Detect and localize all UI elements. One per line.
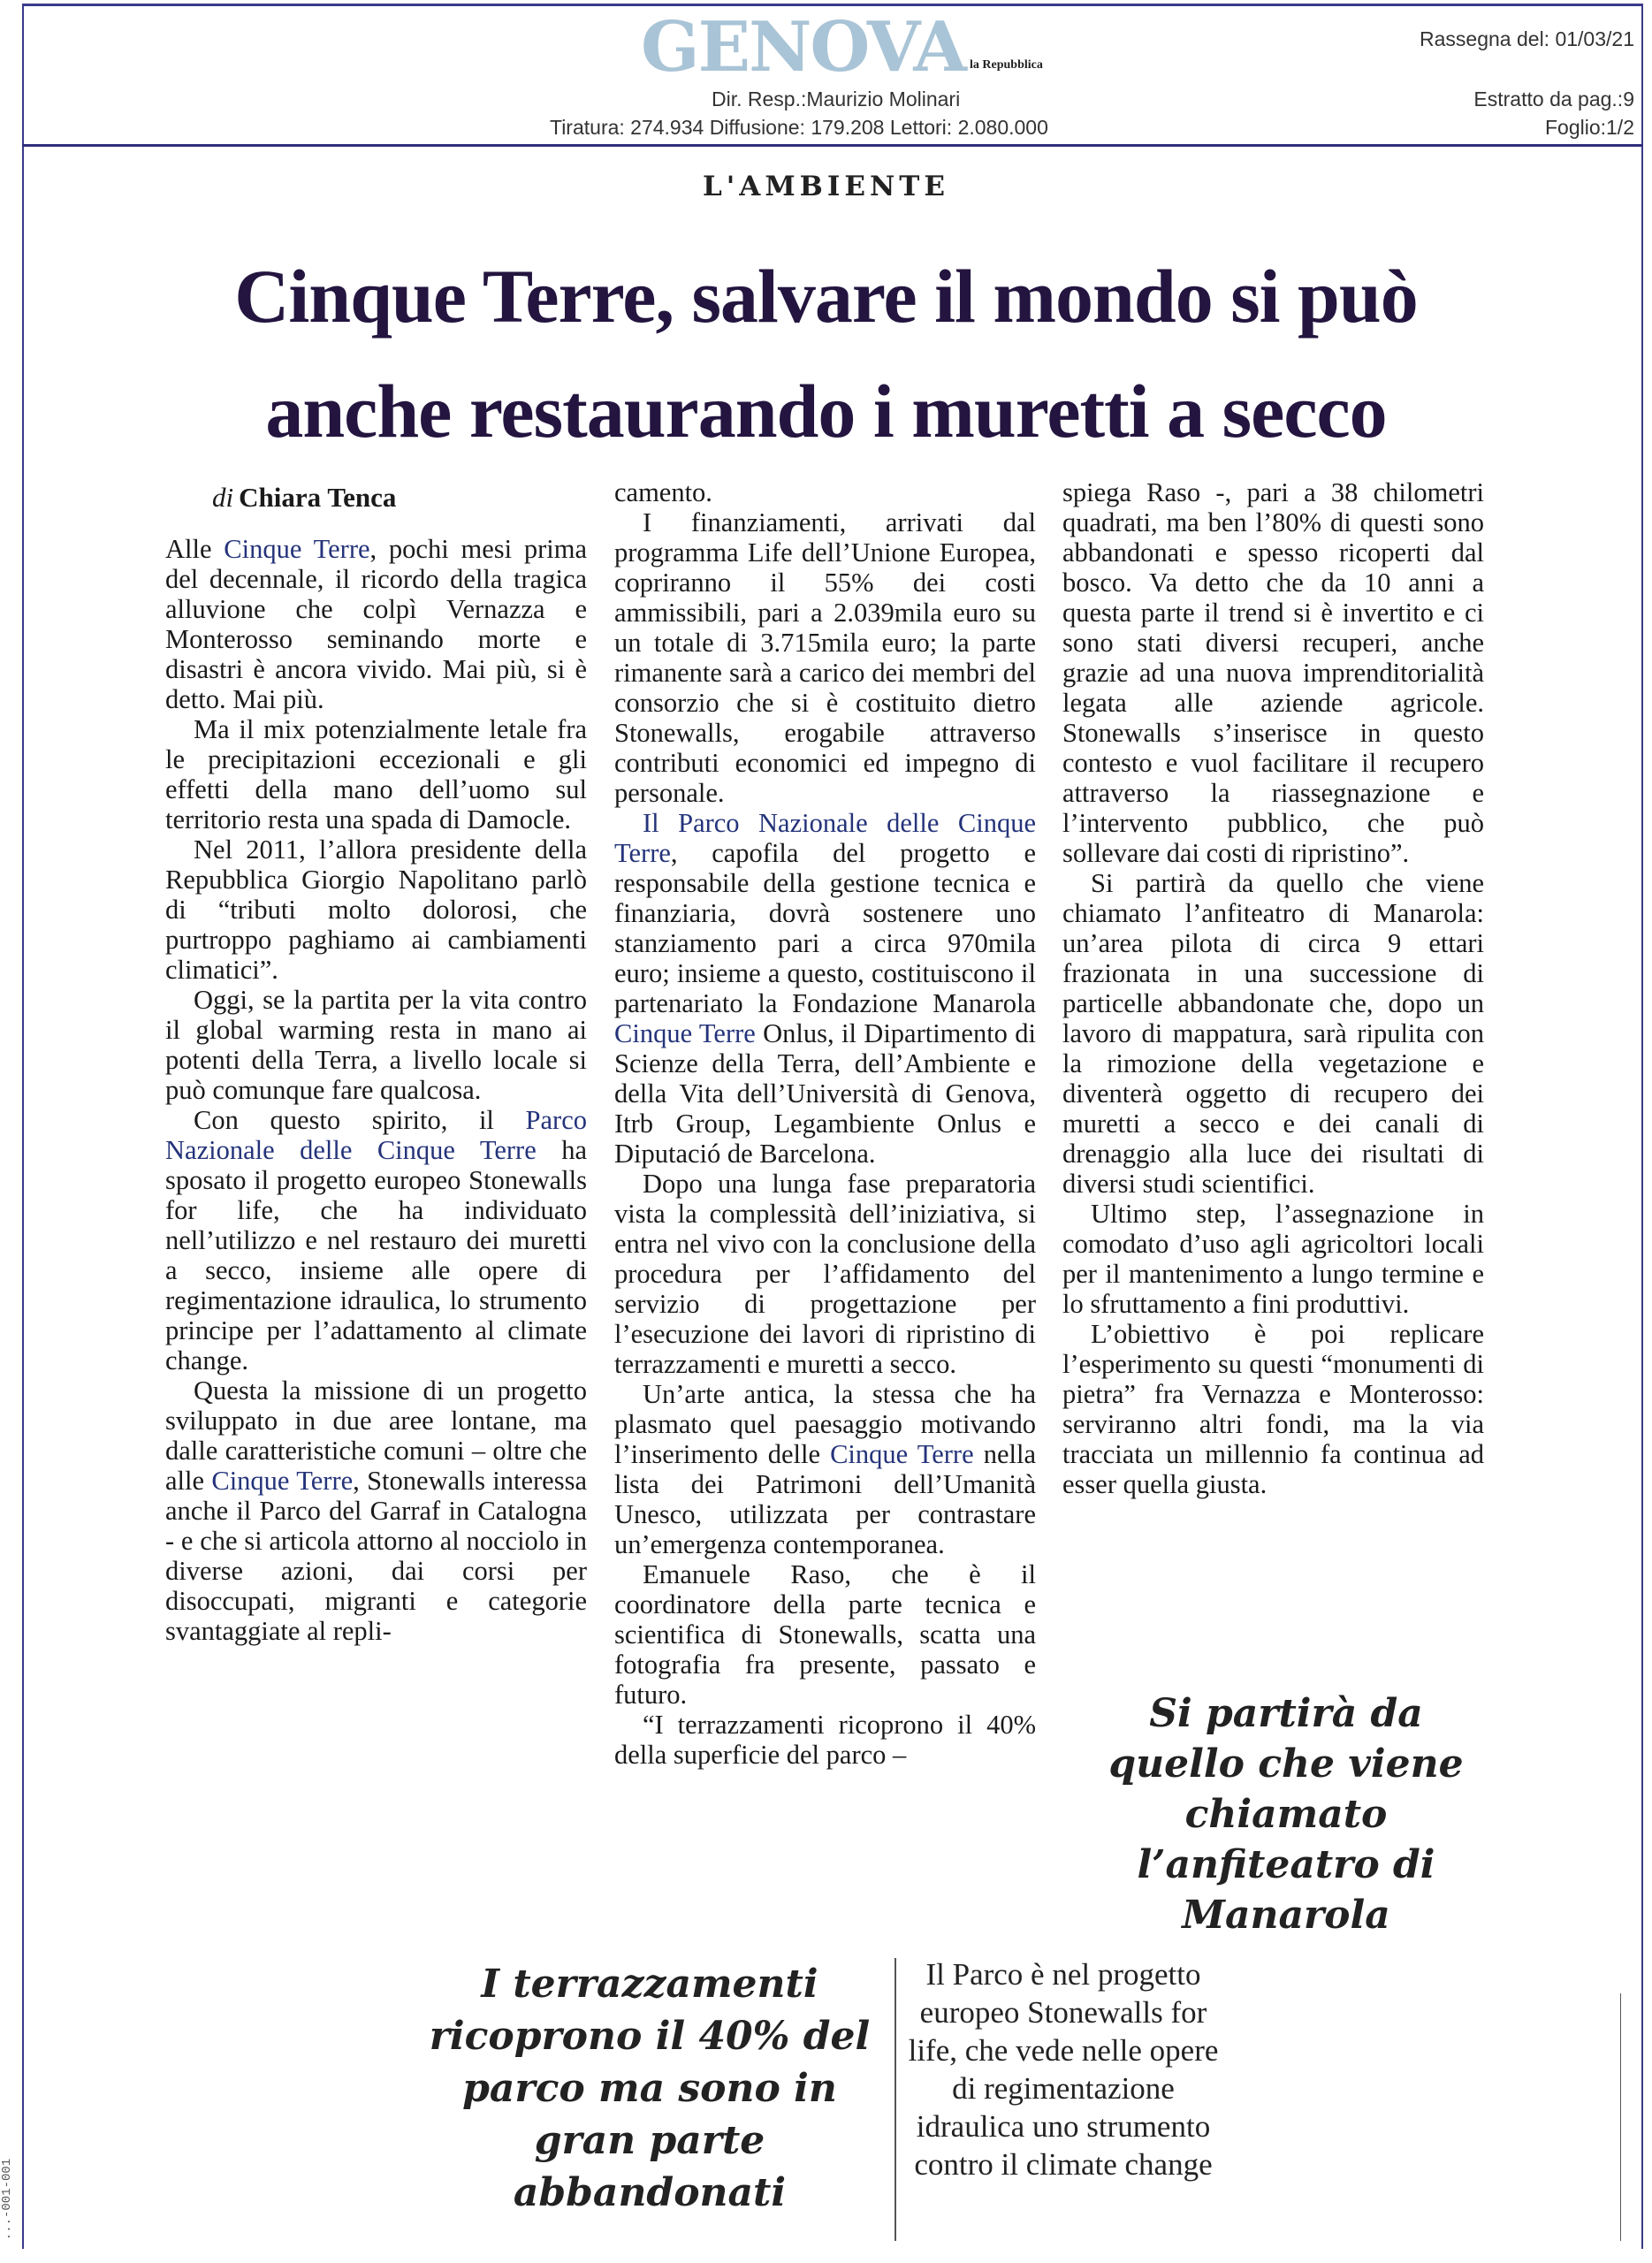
logo-subtitle: la Repubblica bbox=[970, 58, 1043, 72]
article-paragraph bbox=[1062, 477, 1484, 868]
article-paragraph bbox=[165, 834, 587, 985]
article-paragraph bbox=[614, 1169, 1036, 1379]
article-column-1 bbox=[165, 534, 587, 1646]
paragraph-text: Si partirà da quello che viene chiamato l’anfiteatro di Manarola: un’area pilota di circa 9 ettari frazionata in una successione di particelle abbandonate che, dopo un lavoro di mappatura, sarà ripulita con la rimozione della vegetazione e diventerà oggetto di recupero dei muretti a secco e dei canali di drenaggio alla luce dei risultati di diversi studi scientifici. bbox=[1062, 868, 1484, 1199]
article-paragraph bbox=[165, 1375, 587, 1646]
paragraph-text: Ma il mix potenzialmente letale fra le precipitazioni eccezionali e gli effetti della mano dell’uomo sul territorio resta una spada di Damocle. bbox=[165, 714, 587, 834]
byline bbox=[212, 482, 396, 514]
paragraph-text: spiega Raso -, pari a 38 chilometri quadrati, ma ben l’80% di questi sono abbandonati e spesso ricoperti dal bosco. Va detto che da 10 anni a questa parte il trend si è invertito e ci sono stati diversi recuperi, anche grazie ad una nuova imprenditorialità legata alle aziende agricole. Stonewalls s’inserisce in questo contesto e vuol facilitare il recupero attraverso la riassegnazione e l’intervento pubblico, che può sollevare dai costi di ripristino”. bbox=[1062, 477, 1484, 868]
byline-prefix: di bbox=[212, 482, 234, 513]
paragraph-text: Con questo spirito, il bbox=[194, 1105, 526, 1135]
side-code: ...-001-001 bbox=[0, 2158, 15, 2241]
paragraph-text: Oggi, se la partita per la vita contro il global warming resta in mano ai potenti della Terra, a livello locale si può comunque fare qualcosa. bbox=[165, 985, 587, 1105]
logo-text: GENOVA bbox=[641, 7, 965, 88]
paragraph-text: camento. bbox=[614, 477, 712, 507]
article-paragraph bbox=[165, 534, 587, 714]
highlighted-term: Cinque Terre bbox=[211, 1466, 354, 1496]
circulation: Tiratura: 274.934 Diffusione: 179.208 Lettori: 2.080.000 bbox=[550, 116, 1048, 139]
article-paragraph bbox=[614, 1710, 1036, 1770]
article-paragraph bbox=[614, 477, 1036, 507]
rassegna-date: Rassegna del: 01/03/21 bbox=[1420, 27, 1634, 50]
article-paragraph bbox=[614, 1559, 1036, 1710]
paragraph-text: Questa la missione di un progetto sviluppato in due aree lontane, ma dalle caratteristiche comuni – oltre che alle bbox=[165, 1375, 587, 1496]
article-paragraph bbox=[614, 808, 1036, 1169]
headline-line-2: anche restaurando i muretti a secco bbox=[265, 369, 1387, 453]
paragraph-text: Emanuele Raso, che è il coordinatore della parte tecnica e scientifica di Stonewalls, scatta una fotografia fra presente, passato e futuro. bbox=[614, 1559, 1036, 1710]
headline-line-1: Cinque Terre, salvare il mondo si può bbox=[234, 254, 1418, 339]
paragraph-text: “I terrazzamenti ricoprono il 40% della superficie del parco – bbox=[614, 1710, 1036, 1770]
paragraph-text: Onlus, il Dipartimento di Scienze della Terra, dell’Ambiente e della Vita dell’Università di Genova, Itrb Group, Legambiente Onlus e Diputació de Barcelona. bbox=[614, 1018, 1036, 1169]
article-paragraph bbox=[1062, 1319, 1484, 1499]
paragraph-text: L’obiettivo è poi replicare l’esperimento su questi “monumenti di pietra” fra Vernazza e Monterosso: serviranno altri fondi, ma la via tracciata un millennio fa continua ad esser quella giusta. bbox=[1062, 1319, 1484, 1499]
right-rule bbox=[1620, 1993, 1621, 2241]
highlighted-term: Cinque Terre bbox=[830, 1439, 974, 1469]
box-quote: Il Parco è nel progetto europeo Stonewalls for life, che vede nelle opere di regimentazione idraulica uno strumento contro il climate change bbox=[908, 1957, 1219, 2182]
paragraph-text: ha sposato il progetto europeo Stonewalls for life, che ha individuato nell’utilizzo e nel restauro dei muretti a secco, insieme alle opere di regimentazione idraulica, lo strumento principe per l’adattamento al climate change. bbox=[165, 1135, 587, 1375]
paragraph-text: Alle bbox=[165, 534, 225, 564]
newspaper-logo bbox=[641, 7, 1065, 88]
paragraph-text: Dopo una lunga fase preparatoria vista la complessità dell’iniziativa, si entra nel vivo con la conclusione della procedura per l’affidamento del servizio di progettazione per l’esecuzione dei lavori di ripristino di terrazzamenti e muretti a secco. bbox=[614, 1169, 1036, 1379]
article-paragraph bbox=[165, 985, 587, 1105]
article-paragraph bbox=[165, 1105, 587, 1375]
byline-author: Chiara Tenca bbox=[239, 482, 397, 513]
header-divider bbox=[22, 144, 1643, 147]
highlighted-term: Parco Nazionale delle Cinque Terre bbox=[165, 1105, 587, 1165]
section-kicker: L'AMBIENTE bbox=[702, 171, 950, 202]
article-paragraph bbox=[165, 714, 587, 834]
highlighted-term: Cinque Terre bbox=[224, 534, 370, 564]
paragraph-text: Ultimo step, l’assegnazione in comodato d’uso agli agricoltori locali per il mantenimento a lungo termine e lo sfruttamento a fini produttivi. bbox=[1062, 1199, 1484, 1319]
paragraph-text: , pochi mesi prima del decennale, il ricordo della tragica alluvione che colpì Vernazza e Monterosso seminando morte e disastri è ancora vivido. Mai più, si è detto. Mai più. bbox=[165, 534, 587, 714]
article-column-3 bbox=[1062, 477, 1484, 1499]
highlighted-term: Il Parco Nazionale delle Cinque Terre bbox=[614, 808, 1036, 868]
article-paragraph bbox=[614, 507, 1036, 808]
paragraph-text: Nel 2011, l’allora presidente della Repubblica Giorgio Napolitano parlò di “tributi molto dolorosi, che purtroppo paghiamo ai cambiamenti climatici”. bbox=[165, 834, 587, 985]
extract-page: Estratto da pag.:9 bbox=[1473, 88, 1634, 110]
paragraph-text: , Stonewalls interessa anche il Parco del Garraf in Catalogna - e che si articola attorno al nocciolo in diverse azioni, dai corsi per disoccupati, migranti e categorie svantaggiate al repli- bbox=[165, 1466, 587, 1646]
paragraph-text: , capofila del progetto e responsabile della gestione tecnica e finanziaria, dovrà sostenere uno stanziamento pari a circa 970mila euro; insieme a questo, costituiscono il partenariato la Fondazione Manarola bbox=[614, 838, 1036, 1018]
paragraph-text: Un’arte antica, la stessa che ha plasmato quel paesaggio motivando l’inserimento delle bbox=[614, 1379, 1036, 1469]
paragraph-text: I finanziamenti, arrivati dal programma Life dell’Unione Europea, copriranno il 55% dei costi ammissibili, pari a 2.039mila euro su un totale di 3.715mila euro; la parte rimanente sarà a carico dei membri del consorzio che si è costituito dietro Stonewalls, erogabile attraverso contributi economici ed impegno di personale. bbox=[614, 507, 1036, 808]
article-column-2 bbox=[614, 477, 1036, 1770]
pull-quote-bottom: I terrazzamenti ricoprono il 40% del parco ma sono in gran parte abbandonati bbox=[429, 1962, 871, 2215]
director: Dir. Resp.:Maurizio Molinari bbox=[712, 88, 961, 110]
pull-quote-right: Si partirà da quello che viene chiamato l’anfiteatro di Manarola bbox=[1108, 1691, 1464, 1938]
article-paragraph bbox=[1062, 1199, 1484, 1319]
paragraph-text: nella lista dei Patrimoni dell’Umanità Unesco, utilizzata per contrastare un’emergenza contemporanea. bbox=[614, 1439, 1037, 1559]
highlighted-term: Cinque Terre bbox=[614, 1018, 756, 1048]
article-paragraph bbox=[614, 1379, 1036, 1559]
article-paragraph bbox=[1062, 868, 1484, 1199]
quote-divider bbox=[895, 1958, 896, 2241]
sheet-number: Foglio:1/2 bbox=[1544, 116, 1634, 139]
